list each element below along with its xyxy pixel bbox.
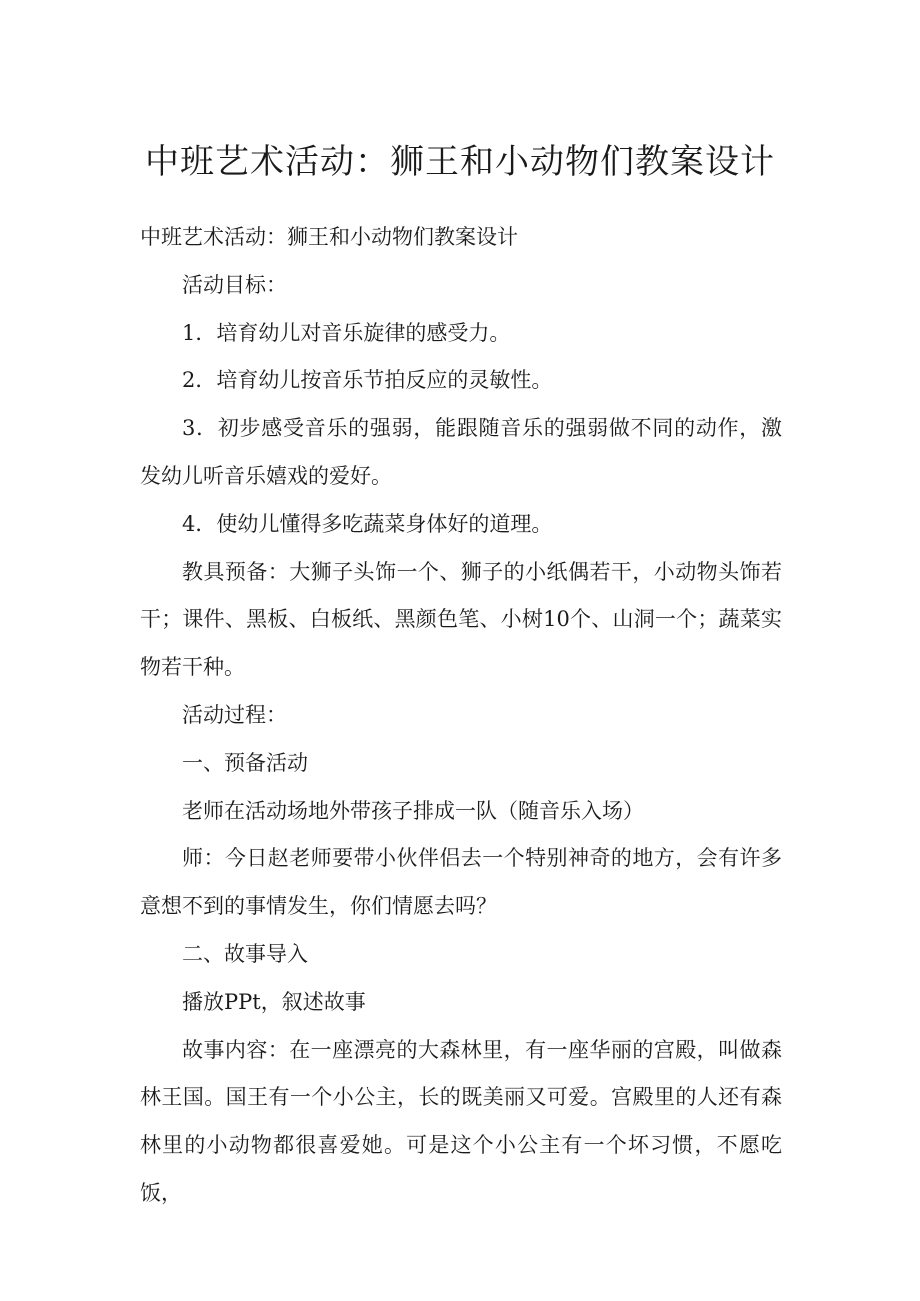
paragraph-teacher-speech: 师：今日赵老师要带小伙伴侣去一个特别神奇的地方，会有许多意想不到的事情发生，你们情愿去吗？ [140, 846, 782, 919]
paragraph-subtitle: 中班艺术活动：狮王和小动物们教案设计 [140, 225, 518, 249]
paragraph-goals-heading: 活动目标： [182, 272, 287, 297]
paragraph-story: 故事内容：在一座漂亮的大森林里，有一座华丽的宫殿，叫做森林王国。国王有一个小公主，长的既美丽又可爱。宫殿里的人还有森林里的小动物都很喜爱她。可是这个小公主有一个坏习惯，不愿吃饭， [140, 1037, 782, 1205]
paragraph-goal-1: 1．培育幼儿对音乐旋律的感受力。 [182, 320, 511, 345]
document-title: 中班艺术活动：狮王和小动物们教案设计 [145, 142, 775, 182]
paragraph-materials: 教具预备：大狮子头饰一个、狮子的小纸偶若干，小动物头饰若干；课件、黑板、白板纸、黑颜色笔、小树10个、山洞一个；蔬菜实物若干种。 [140, 559, 782, 680]
paragraph-section-1: 一、预备活动 [182, 750, 308, 775]
paragraph-entry: 老师在活动场地外带孩子排成一队（随音乐入场） [182, 798, 644, 823]
paragraph-section-2: 二、故事导入 [182, 941, 308, 966]
document-body [140, 214, 782, 1218]
paragraph-goal-3: 3．初步感受音乐的强弱，能跟随音乐的强弱做不同的动作，激发幼儿听音乐嬉戏的爱好。 [140, 416, 782, 488]
paragraph-goal-4: 4．使幼儿懂得多吃蔬菜身体好的道理。 [182, 511, 553, 536]
paragraph-goal-2: 2．培育幼儿按音乐节拍反应的灵敏性。 [182, 368, 553, 393]
paragraph-play-ppt: 播放PPt，叙述故事 [182, 989, 366, 1014]
paragraph-process-heading: 活动过程： [182, 702, 287, 727]
